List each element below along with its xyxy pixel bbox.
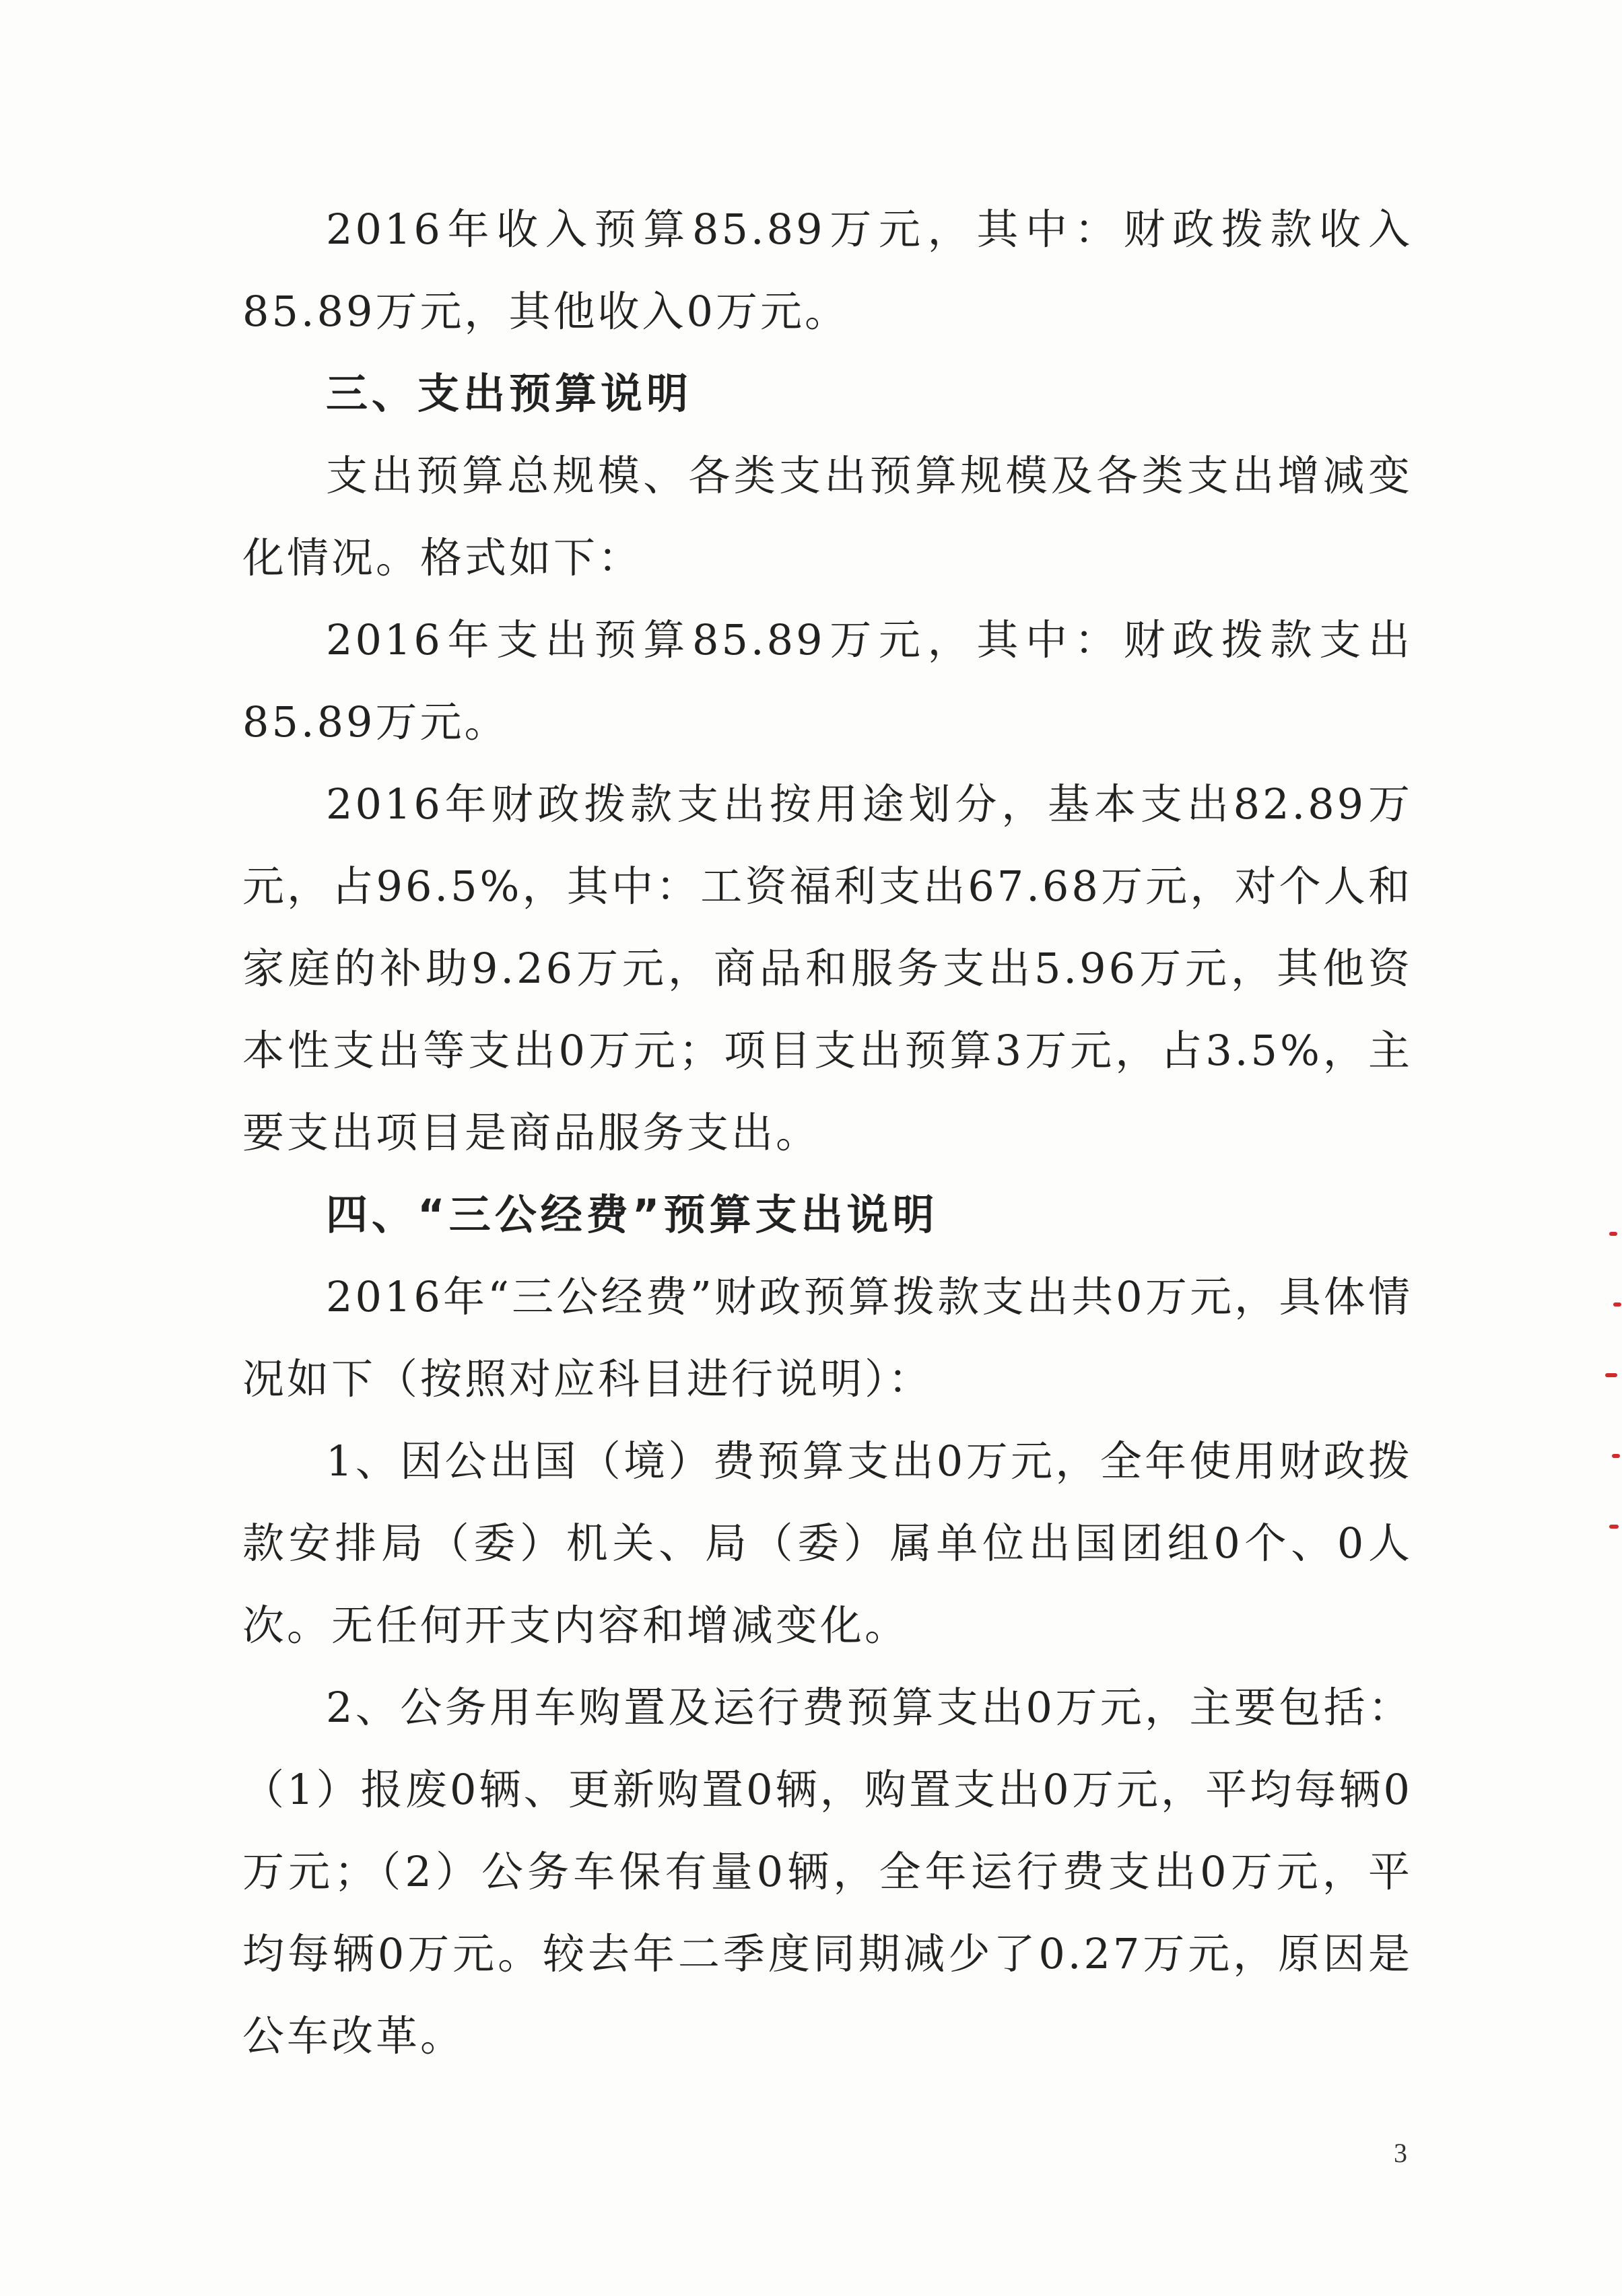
overseas-travel-paragraph: 1、因公出国（境）费预算支出0万元，全年使用财政拨款安排局（委）机关、局（委）属单位出国团组0个、0人次。无任何开支内容和增减变化。 xyxy=(242,1436,1413,1650)
seal-edge-mark xyxy=(1612,1454,1620,1458)
document-body xyxy=(242,188,1413,2077)
seal-edge-mark xyxy=(1609,1525,1619,1529)
seal-edge-mark xyxy=(1613,1302,1621,1307)
expenditure-intro-paragraph: 支出预算总规模、各类支出预算规模及各类支出增减变化情况。格式如下： xyxy=(242,451,1413,582)
page-number: 3 xyxy=(1394,2138,1407,2168)
expenditure-section-heading: 三、支出预算说明 xyxy=(326,369,693,418)
income-budget-paragraph: 2016年收入预算85.89万元，其中：财政拨款收入85.89万元，其他收入0万元。 xyxy=(242,205,1413,336)
three-public-expenses-heading: 四、“三公经费”预算支出说明 xyxy=(326,1190,939,1239)
seal-edge-mark xyxy=(1605,1373,1617,1377)
expenditure-breakdown-paragraph: 2016年财政拨款支出按用途划分，基本支出82.89万元，占96.5%，其中：工资福利支出67.68万元，对个人和家庭的补助9.26万元，商品和服务支出5.96万元，其他资本性支出等支出0万元；项目支出预算3万元，占3.5%，主要支出项目是商品服务支出。 xyxy=(242,779,1413,1157)
expenditure-total-paragraph: 2016年支出预算85.89万元，其中：财政拨款支出85.89万元。 xyxy=(242,615,1413,746)
official-vehicle-paragraph: 2、公务用车购置及运行费预算支出0万元，主要包括：（1）报废0辆、更新购置0辆，购置支出0万元，平均每辆0万元；（2）公务车保有量0辆，全年运行费支出0万元，平均每辆0万元。较去年二季度同期减少了0.27万元，原因是公车改革。 xyxy=(242,1683,1413,2060)
seal-edge-mark xyxy=(1609,1232,1617,1236)
three-public-expenses-paragraph: 2016年“三公经费”财政预算拨款支出共0万元，具体情况如下（按照对应科目进行说明）： xyxy=(242,1272,1413,1403)
